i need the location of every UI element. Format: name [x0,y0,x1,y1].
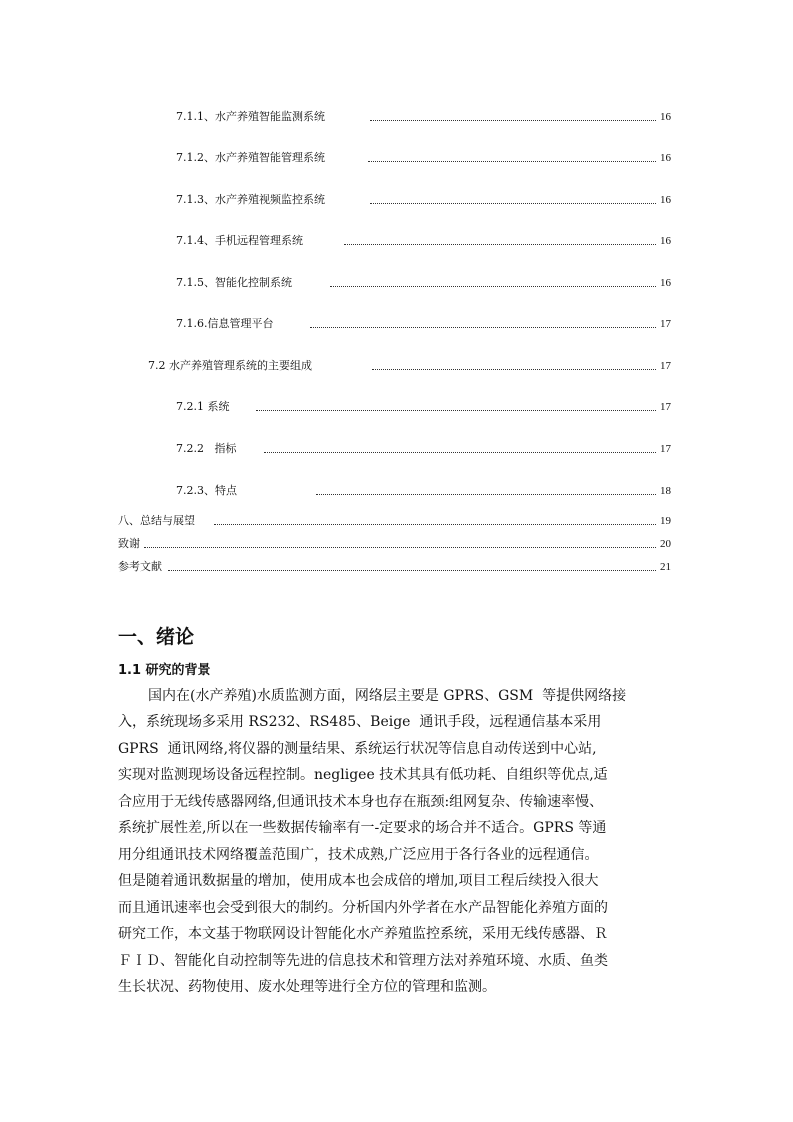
toc-leader-dots [256,410,656,411]
paragraph-line: 研究工作，本文基于物联网设计智能化水产养殖监控系统，采用无线传感器、Ｒ [118,926,608,942]
toc-entry-label: 7.2.2 指标 [176,442,237,455]
toc-leader-dots [344,244,656,245]
toc-entry-references[interactable] [118,559,673,575]
toc-entry-7-2-2[interactable] [176,441,673,457]
toc-entry-page: 17 [660,318,671,330]
toc-leader-dots [368,161,656,162]
toc-entry-7-1-4[interactable] [176,233,673,249]
toc-entry-page: 17 [660,443,671,455]
toc-leader-dots [330,286,656,287]
toc-entry-label: 八、总结与展望 [118,514,195,527]
toc-leader-dots [168,570,656,571]
toc-leader-dots [370,203,656,204]
toc-entry-page: 19 [660,515,671,527]
toc-entry-7-1-6[interactable] [176,316,673,332]
toc-entry-page: 18 [660,485,671,497]
toc-entry-7-2-1[interactable] [176,399,673,415]
toc-entry-page: 16 [660,277,671,289]
chapter-heading: 一、绪论 [118,626,195,648]
paragraph-line: 国内在(水产养殖)水质监测方面，网络层主要是 GPRS、GSM 等提供网络接 [148,688,627,704]
toc-entry-label: 参考文献 [118,560,162,573]
paragraph-line: ＦＩＤ、智能化自动控制等先进的信息技术和管理方法对养殖环境、水质、鱼类 [118,953,608,969]
toc-entry-label: 致谢 [118,537,140,550]
toc-entry-page: 16 [660,111,671,123]
toc-entry-page: 16 [660,194,671,206]
toc-entry-acknowledgements[interactable] [118,536,673,552]
toc-entry-7-1-1[interactable] [176,109,673,125]
toc-leader-dots [316,494,656,495]
toc-entry-page: 17 [660,360,671,372]
toc-entry-label: 7.1.4、手机远程管理系统 [176,234,303,247]
toc-entry-label: 7.2.3、特点 [176,484,237,497]
toc-entry-7-1-5[interactable] [176,275,673,291]
toc-entry-label: 7.1.1、水产养殖智能监测系统 [176,110,325,123]
toc-entry-7-1-3[interactable] [176,192,673,208]
toc-entry-7-1-2[interactable] [176,150,673,166]
paragraph-line: GPRS 通讯网络,将仪器的测量结果、系统运行状况等信息自动传送到中心站, [118,741,597,757]
toc-leader-dots [310,327,656,328]
toc-entry-7-2-3[interactable] [176,483,673,499]
toc-entry-label: 7.1.5、智能化控制系统 [176,276,292,289]
paragraph-line: 入，系统现场多采用 RS232、RS485、Beige 通讯手段，远程通信基本采用 [118,714,602,730]
section-heading: 1.1 研究的背景 [118,663,211,678]
toc-entry-label: 7.2.1 系统 [176,400,230,413]
toc-leader-dots [144,547,656,548]
paragraph-line: 合应用于无线传感器网络,但通讯技术本身也存在瓶颈:组网复杂、传输速率慢、 [118,794,604,810]
toc-entry-page: 20 [660,538,671,550]
toc-leader-dots [372,369,656,370]
paragraph-line: 而且通讯速率也会受到很大的制约。分析国内外学者在水产品智能化养殖方面的 [118,900,608,916]
toc-entry-label: 7.1.3、水产养殖视频监控系统 [176,193,325,206]
toc-leader-dots [370,120,656,121]
paragraph-line: 用分组通讯技术网络覆盖范围广，技术成熟,广泛应用于各行各业的远程通信。 [118,847,599,863]
paragraph-line: 实现对监测现场设备远程控制。negligee 技术其具有低功耗、自组织等优点,适 [118,767,608,783]
paragraph-line: 系统扩展性差,所以在一些数据传输率有一-定要求的场合并不适合。GPRS 等通 [118,820,607,836]
toc-entry-label: 7.1.2、水产养殖智能管理系统 [176,151,325,164]
toc-entry-7-2[interactable] [148,358,673,374]
toc-entry-page: 16 [660,235,671,247]
toc-entry-page: 17 [660,401,671,413]
toc-leader-dots [264,452,656,453]
toc-entry-page: 16 [660,152,671,164]
toc-entry-label: 7.2 水产养殖管理系统的主要组成 [148,359,312,372]
toc-entry-chapter-8[interactable] [118,513,673,529]
toc-entry-label: 7.1.6.信息管理平台 [176,317,274,330]
paragraph-line: 生长状况、药物使用、废水处理等进行全方位的管理和监测。 [118,979,496,995]
toc-entry-page: 21 [660,561,671,573]
paragraph-line: 但是随着通讯数据量的增加，使用成本也会成倍的增加,项目工程后续投入很大 [118,873,599,889]
toc-leader-dots [214,524,656,525]
